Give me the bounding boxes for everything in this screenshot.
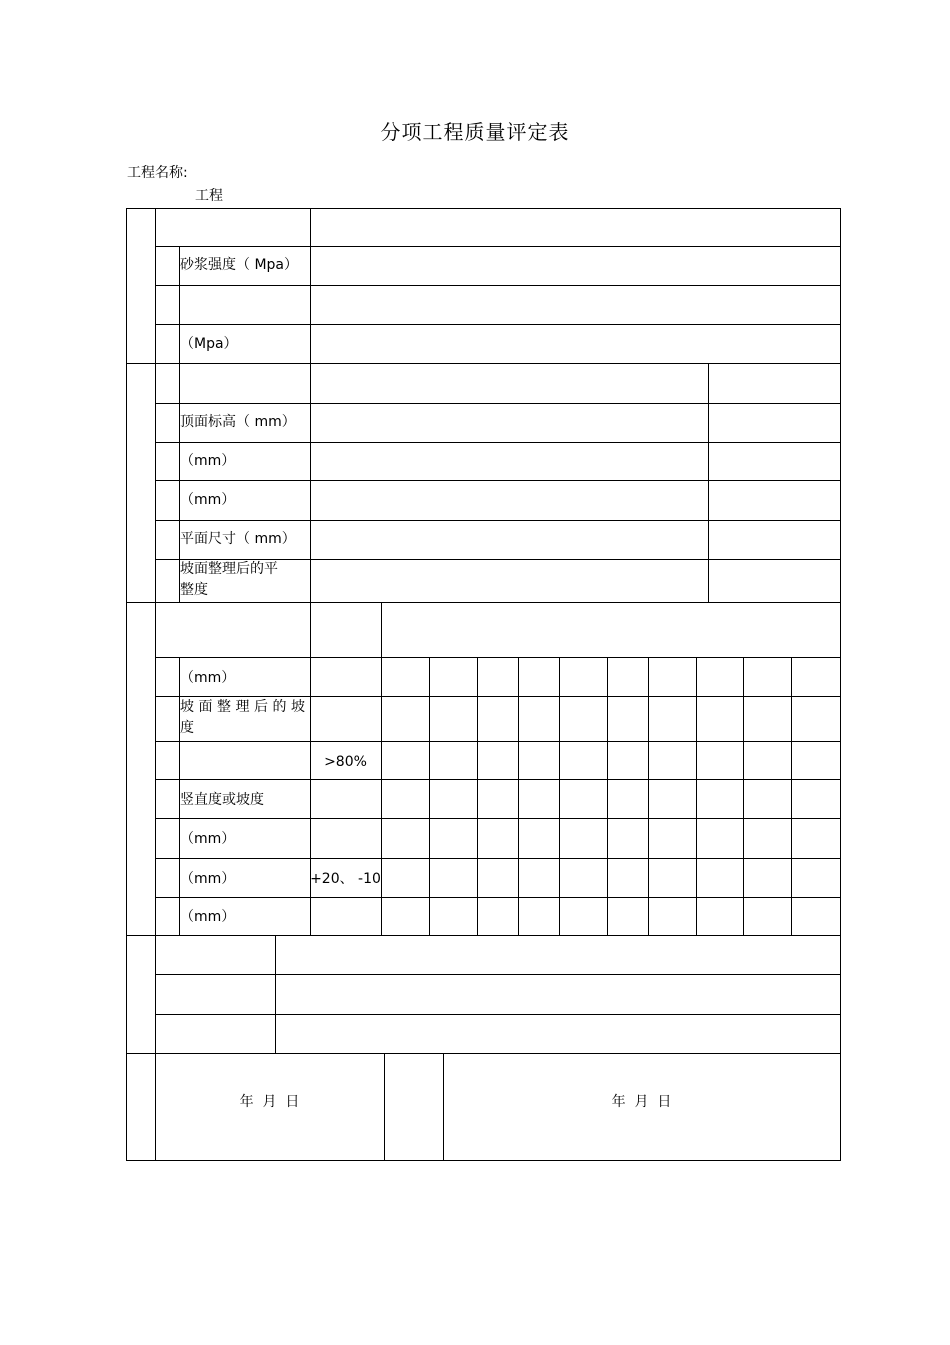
compaction-value: >80% bbox=[324, 754, 367, 770]
row-line bbox=[155, 779, 841, 780]
row-line bbox=[155, 818, 841, 819]
table-border-bottom bbox=[126, 1160, 841, 1161]
page-title: 分项工程质量评定表 bbox=[380, 120, 570, 144]
measure-column-line bbox=[429, 657, 430, 936]
row-line bbox=[155, 442, 841, 443]
strength-unit-label: （Mpa） bbox=[180, 336, 238, 352]
measure-column-line bbox=[791, 657, 792, 936]
table-border-right bbox=[840, 208, 841, 1161]
slope-gradient-label: 坡 面 整 理 后 的 坡度 bbox=[180, 699, 305, 736]
row-line bbox=[155, 1014, 841, 1015]
tolerance-value: +20、 -10 bbox=[310, 871, 381, 887]
measure-row-label: （mm） bbox=[180, 871, 236, 887]
measure-column-line bbox=[559, 657, 560, 936]
top-elevation-label: 顶面标高（ mm） bbox=[180, 414, 296, 430]
row-line bbox=[155, 858, 841, 859]
column-line bbox=[708, 363, 709, 603]
table-border-left bbox=[126, 208, 127, 1161]
row-line bbox=[155, 403, 841, 404]
project-label: 工程 bbox=[195, 188, 223, 204]
row-line bbox=[155, 741, 841, 742]
section-divider bbox=[126, 935, 841, 936]
row-line bbox=[155, 285, 841, 286]
row-line bbox=[155, 974, 841, 975]
plane-dimension-label: 平面尺寸（ mm） bbox=[180, 531, 296, 547]
measure-column-line bbox=[696, 657, 697, 936]
column-line bbox=[310, 363, 311, 603]
column-line bbox=[310, 208, 311, 364]
section-divider bbox=[126, 602, 841, 603]
unit-mm-label: （mm） bbox=[180, 492, 236, 508]
left-signature-date: 年 月 日 bbox=[239, 1094, 300, 1110]
row-line bbox=[155, 520, 841, 521]
column-line bbox=[275, 935, 276, 1054]
measure-row-label: （mm） bbox=[180, 909, 236, 925]
mortar-strength-label: 砂浆强度（ Mpa） bbox=[180, 257, 298, 273]
row-line bbox=[155, 324, 841, 325]
table-border-top bbox=[126, 208, 841, 209]
table-column-divider bbox=[155, 208, 156, 1161]
measure-column-line bbox=[743, 657, 744, 936]
measure-row-label: （mm） bbox=[180, 670, 236, 686]
project-name-label: 工程名称: bbox=[127, 165, 188, 181]
slope-flatness-label: 坡面整理后的平整度 bbox=[180, 561, 278, 598]
measure-column-line bbox=[477, 657, 478, 936]
column-line bbox=[384, 1053, 385, 1161]
measure-column-line bbox=[607, 657, 608, 936]
measure-row-label: （mm） bbox=[180, 831, 236, 847]
row-line bbox=[155, 246, 841, 247]
measure-column-line bbox=[648, 657, 649, 936]
row-line bbox=[155, 657, 841, 658]
measure-column-line bbox=[518, 657, 519, 936]
verticality-label: 竖直度或坡度 bbox=[180, 792, 264, 808]
section-divider bbox=[126, 363, 841, 364]
column-line bbox=[381, 602, 382, 936]
section-divider bbox=[126, 1053, 841, 1054]
unit-mm-label: （mm） bbox=[180, 453, 236, 469]
row-line bbox=[155, 480, 841, 481]
right-signature-date: 年 月 日 bbox=[611, 1094, 672, 1110]
row-line bbox=[155, 897, 841, 898]
